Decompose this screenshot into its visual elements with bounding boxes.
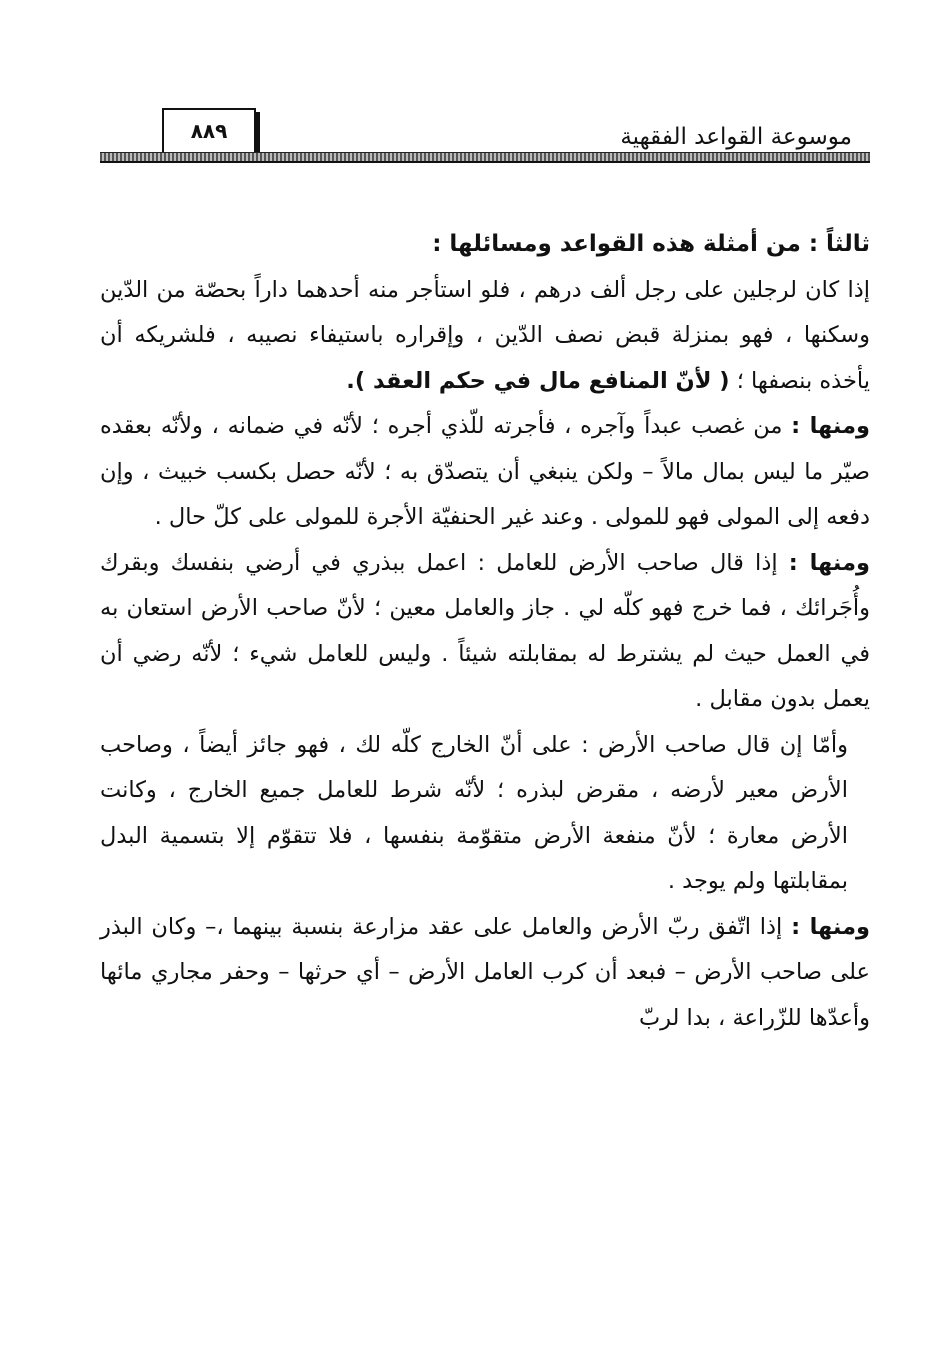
paragraph-5-lead: ومنها :	[791, 913, 871, 940]
paragraph-2	[100, 404, 870, 541]
paragraph-1-text: إذا كان لرجلين على رجل ألف درهم ، فلو استأجر منه أحدهما داراً بحصّة من الدّين وسكنها ، فهو بمنزلة قبض نصف الدّين ، وإقراره باستيفاء نصيبه ، فلشريكه أن يأخذه بنصفها ؛	[100, 276, 870, 394]
paragraph-2-text: من غصب عبداً وآجره ، فأجرته للّذي أجره ؛ لأنّه في ضمانه ، ولأنّه بعقده صيّر ما ليس بمال مالاً – ولكن ينبغي أن يتصدّق به ؛ لأنّه حصل بكسب خبيث ، وإن دفعه إلى المولى فهو للمولى . وعند غير الحنفيّة الأجرة للمولى على كلّ حال .	[100, 413, 870, 530]
section-heading: ثالثاً : من أمثلة هذه القواعد ومسائلها :	[432, 231, 870, 257]
page-body	[100, 222, 870, 1041]
paragraph-1	[100, 268, 870, 405]
paragraph-3-text: إذا قال صاحب الأرض للعامل : اعمل ببذري في أرضي بنفسك وبقرك وأُجَرائك ، فما خرج فهو كلّه لي . جاز والعامل معين ؛ لأنّ صاحب الأرض استعان به في العمل حيث لم يشترط له بمقابلته شيئاً . وليس للعامل شيء ؛ لأنّه رضي أن يعمل بدون مقابل .	[100, 549, 870, 712]
paragraph-5-text: إذا اتّفق ربّ الأرض والعامل على عقد مزارعة بنسبة بينهما ،– وكان البذر على صاحب الأرض – فبعد أن كرب العامل الأرض – أي حرثها – وحفر مجاري مائها وأعدّها للزّراعة ، بدا لربّ	[100, 913, 870, 1031]
paragraph-1-end: .	[346, 367, 355, 394]
paragraph-2-lead: ومنها :	[791, 413, 870, 439]
header-rule	[100, 152, 870, 163]
paragraph-4-text: وأمّا إن قال صاحب الأرض : على أنّ الخارج كلّه لك ، فهو جائز أيضاً ، وصاحب الأرض معير لأرضه ، مقرض لبذره ؛ لأنّه شرط للعامل جميع الخارج ، وكانت الأرض معارة ؛ لأنّ منفعة الأرض متقوّمة بنفسها ، فلا تتقوّم إلا بتسمية البدل بمقابلتها ولم يوجد .	[100, 731, 848, 894]
paragraph-1-bold-quote: ( لأنّ المنافع مال في حكم العقد )	[354, 367, 730, 394]
paragraph-3-lead: ومنها :	[788, 549, 870, 576]
paragraph-3	[100, 541, 870, 723]
running-title: موسوعة القواعد الفقهية	[620, 124, 852, 150]
paragraph-4	[100, 723, 870, 905]
page-number: ٨٨٩	[162, 108, 256, 154]
paragraph-5	[100, 905, 870, 1042]
page-header	[100, 108, 870, 168]
